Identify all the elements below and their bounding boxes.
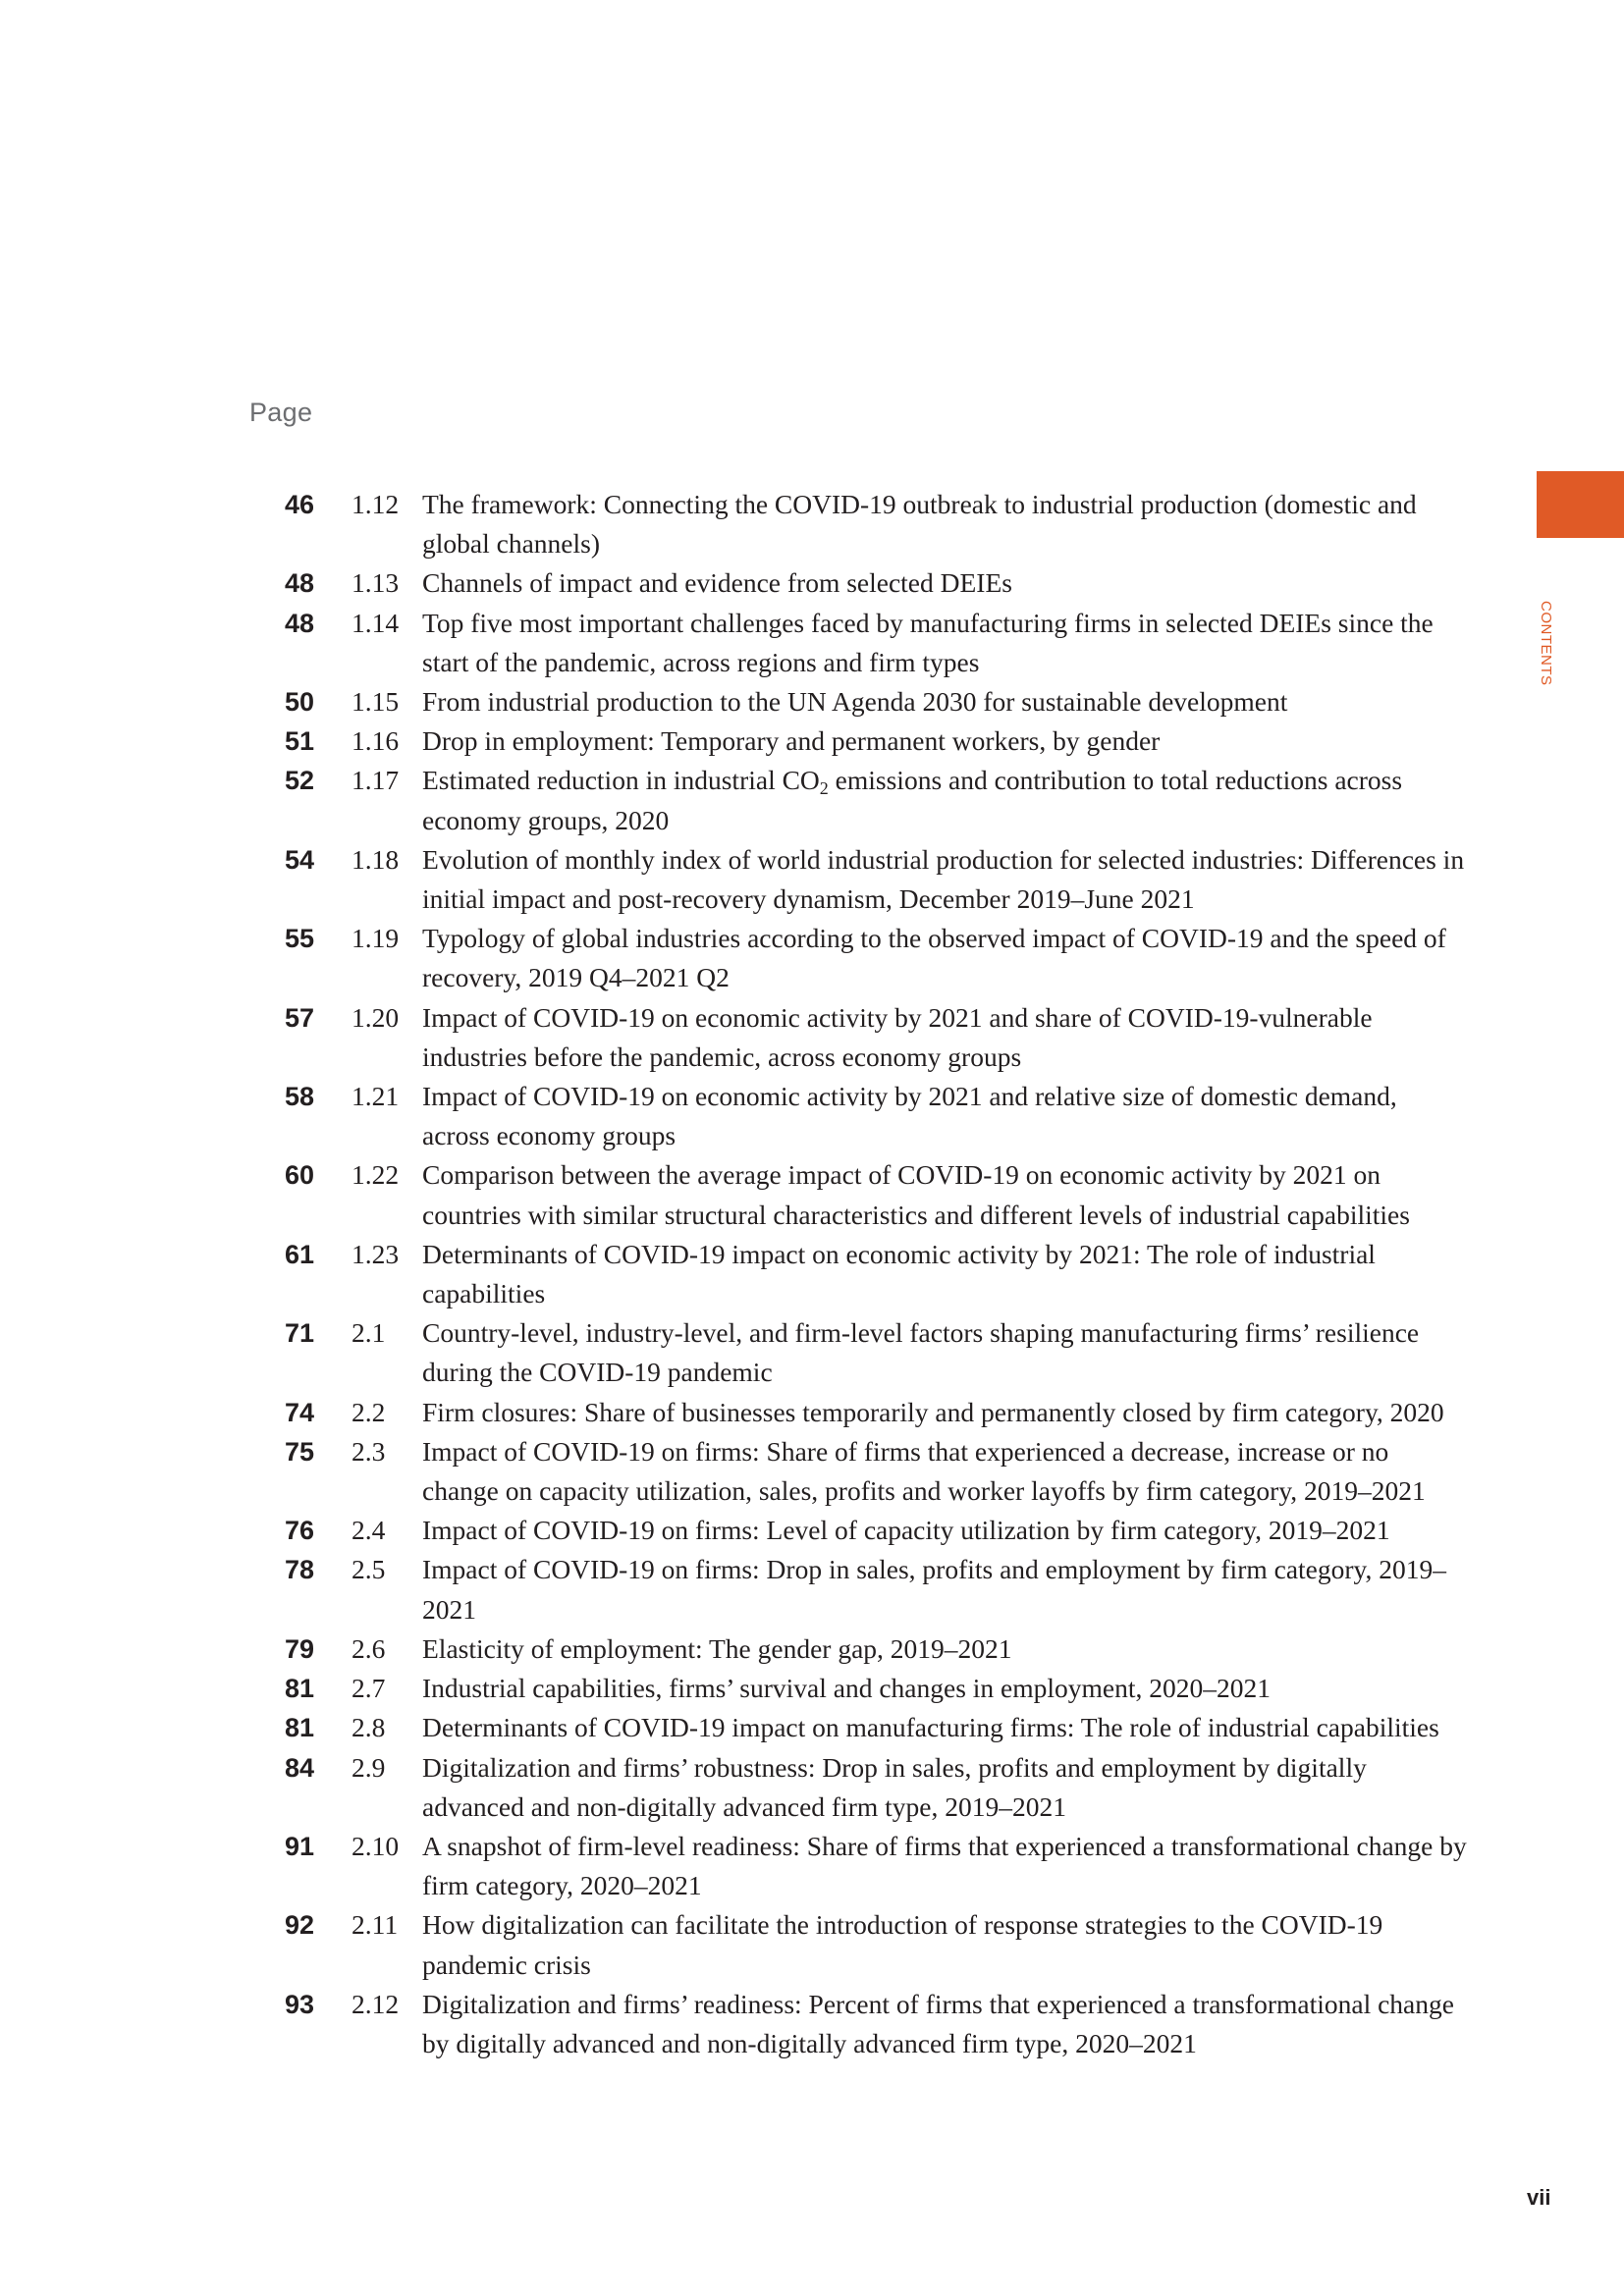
toc-entry[interactable] xyxy=(249,1235,1467,1313)
entry-page-number: 78 xyxy=(284,1555,314,1585)
entry-page-number: 93 xyxy=(284,1989,314,2019)
entry-figure-number: 2.3 xyxy=(352,1435,386,1467)
entry-page-number: 74 xyxy=(284,1397,314,1427)
entry-title: Firm closures: Share of businesses temporarily and permanently closed by firm category, 2020 xyxy=(422,1396,1444,1427)
entry-figure-number: 2.11 xyxy=(352,1909,399,1941)
toc-entry[interactable] xyxy=(249,563,1467,603)
toc-entry[interactable] xyxy=(249,1550,1467,1629)
entry-title: Digitalization and firms’ readiness: Percent of firms that experienced a transformational change by digitally advanced and non-digitally advanced firm type, 2020–2021 xyxy=(422,1988,1454,2058)
entry-figure-number: 2.1 xyxy=(352,1317,386,1349)
entry-figure-number: 1.23 xyxy=(352,1238,400,1269)
entry-page-number: 46 xyxy=(284,490,314,519)
entry-page-number: 54 xyxy=(284,844,314,875)
entry-figure-number: 2.9 xyxy=(352,1751,386,1783)
entry-title-part: Estimated reduction in industrial CO xyxy=(422,765,820,796)
toc-entry[interactable] xyxy=(249,1708,1467,1747)
entry-figure-number: 1.21 xyxy=(352,1081,400,1112)
toc-entry[interactable] xyxy=(249,1748,1467,1827)
entry-page-number: 84 xyxy=(284,1752,314,1783)
toc-entry[interactable] xyxy=(249,1511,1467,1550)
entry-figure-number: 1.18 xyxy=(352,843,400,875)
page-folio: vii xyxy=(1527,2185,1551,2210)
entry-title: Top five most important challenges faced by manufacturing firms in selected DEIEs since the start of the pandemic, across regions and firm types xyxy=(422,607,1434,677)
entry-figure-number: 1.14 xyxy=(352,607,400,638)
entry-page-number: 50 xyxy=(284,687,314,718)
entry-figure-number: 1.22 xyxy=(352,1159,400,1191)
entry-figure-number: 1.13 xyxy=(352,567,400,599)
entry-title: Industrial capabilities, firms’ survival and changes in employment, 2020–2021 xyxy=(422,1673,1272,1704)
entry-title: Impact of COVID-19 on firms: Drop in sales, profits and employment by firm category, 2019–2021 xyxy=(422,1554,1446,1625)
toc-entry[interactable] xyxy=(249,1905,1467,1984)
entry-figure-number: 1.12 xyxy=(352,489,400,519)
entry-figure-number: 1.15 xyxy=(352,686,400,718)
entry-page-number: 79 xyxy=(284,1633,314,1664)
entry-figure-number: 2.8 xyxy=(352,1712,386,1743)
entry-title: Impact of COVID-19 on firms: Share of firms that experienced a decrease, increase or no change on capacity utilization, sales, profits and worker layoffs by firm category, 2019–2021 xyxy=(422,1435,1426,1507)
entry-title: The framework: Connecting the COVID-19 outbreak to industrial production (domestic and global channels) xyxy=(422,489,1417,560)
entry-page-number: 81 xyxy=(284,1713,314,1743)
entry-title xyxy=(422,761,1467,839)
entry-figure-number: 2.10 xyxy=(352,1830,400,1861)
entry-title: Typology of global industries according to the observed impact of COVID-19 and the speed of recovery, 2019 Q4–2021 Q2 xyxy=(422,923,1446,993)
toc-entry[interactable] xyxy=(249,1393,1467,1432)
entry-title: From industrial production to the UN Agenda 2030 for sustainable development xyxy=(422,686,1288,718)
entry-title: A snapshot of firm-level readiness: Share of firms that experienced a transformational change by firm category, 2020–2021 xyxy=(422,1830,1467,1901)
entry-title: How digitalization can facilitate the introduction of response strategies to the COVID-19 pandemic crisis xyxy=(422,1909,1383,1980)
entry-title: Country-level, industry-level, and firm-level factors shaping manufacturing firms’ resilience during the COVID-19 pandemic xyxy=(422,1317,1420,1388)
entry-figure-number: 1.20 xyxy=(352,1001,400,1033)
figures-list xyxy=(249,485,1467,2063)
entry-title: Impact of COVID-19 on firms: Level of capacity utilization by firm category, 2019–2021 xyxy=(422,1515,1390,1546)
entry-figure-number: 2.7 xyxy=(352,1673,386,1704)
toc-entry[interactable] xyxy=(249,1313,1467,1392)
section-label: CONTENTS xyxy=(1538,601,1554,686)
entry-figure-number: 2.6 xyxy=(352,1632,386,1664)
section-tab-marker xyxy=(1537,471,1624,538)
entry-title-part: emissions and contribution to total reductions across economy groups, 2020 xyxy=(422,765,1403,835)
entry-title: Drop in employment: Temporary and permanent workers, by gender xyxy=(422,725,1161,757)
toc-entry[interactable] xyxy=(249,1077,1467,1155)
entry-page-number: 51 xyxy=(284,726,314,757)
entry-title: Elasticity of employment: The gender gap, 2019–2021 xyxy=(422,1632,1012,1664)
toc-entry[interactable] xyxy=(249,1827,1467,1905)
entry-title: Digitalization and firms’ robustness: Drop in sales, profits and employment by digitally advanced and non-digitally advanced firm type, 2019–2021 xyxy=(422,1751,1367,1822)
toc-entry[interactable] xyxy=(249,682,1467,721)
entry-title: Evolution of monthly index of world industrial production for selected industries: Differences in initial impact and post-recovery dynamism, December 2019–June 2021 xyxy=(422,843,1465,915)
toc-entry[interactable] xyxy=(249,761,1467,839)
entry-figure-number: 2.4 xyxy=(352,1515,386,1546)
entry-page-number: 81 xyxy=(284,1674,314,1704)
entry-title: Impact of COVID-19 on economic activity by 2021 and share of COVID-19-vulnerable industries before the pandemic, across economy groups xyxy=(422,1001,1373,1072)
entry-page-number: 91 xyxy=(284,1831,314,1861)
entry-title: Comparison between the average impact of COVID-19 on economic activity by 2021 on countries with similar structural characteristics and different levels of industrial capabilities xyxy=(422,1159,1410,1230)
entry-title: Channels of impact and evidence from selected DEIEs xyxy=(422,567,1012,599)
entry-title-subscript: 2 xyxy=(819,778,829,799)
toc-entry[interactable] xyxy=(249,485,1467,563)
entry-title: Determinants of COVID-19 impact on economic activity by 2021: The role of industrial capabilities xyxy=(422,1238,1376,1309)
toc-entry[interactable] xyxy=(249,840,1467,919)
entry-page-number: 55 xyxy=(284,924,314,954)
entry-page-number: 75 xyxy=(284,1436,314,1467)
toc-entry[interactable] xyxy=(249,604,1467,682)
entry-page-number: 92 xyxy=(284,1910,314,1941)
entry-title: Determinants of COVID-19 impact on manufacturing firms: The role of industrial capabilities xyxy=(422,1712,1439,1743)
entry-figure-number: 2.2 xyxy=(352,1396,386,1427)
entry-page-number: 57 xyxy=(284,1002,314,1033)
entry-figure-number: 1.16 xyxy=(352,725,400,757)
toc-entry[interactable] xyxy=(249,1629,1467,1669)
toc-entry[interactable] xyxy=(249,721,1467,761)
toc-entry[interactable] xyxy=(249,1985,1467,2063)
toc-entry[interactable] xyxy=(249,1669,1467,1708)
entry-figure-number: 1.19 xyxy=(352,923,400,954)
toc-entry[interactable] xyxy=(249,1432,1467,1511)
entry-figure-number: 2.12 xyxy=(352,1988,400,2019)
column-header-page: Page xyxy=(249,398,313,427)
entry-page-number: 52 xyxy=(284,766,314,796)
entry-page-number: 48 xyxy=(284,608,314,638)
entry-figure-number: 1.17 xyxy=(352,765,400,796)
entry-page-number: 60 xyxy=(284,1160,314,1191)
toc-entry[interactable] xyxy=(249,1155,1467,1234)
entry-figure-number: 2.5 xyxy=(352,1554,386,1585)
entry-page-number: 48 xyxy=(284,568,314,599)
entry-page-number: 58 xyxy=(284,1082,314,1112)
entry-page-number: 76 xyxy=(284,1516,314,1546)
entry-page-number: 61 xyxy=(284,1239,314,1269)
toc-entry[interactable] xyxy=(249,919,1467,997)
toc-entry[interactable] xyxy=(249,998,1467,1077)
entry-title: Impact of COVID-19 on economic activity by 2021 and relative size of domestic demand, across economy groups xyxy=(422,1081,1397,1151)
entry-page-number: 71 xyxy=(284,1318,314,1349)
